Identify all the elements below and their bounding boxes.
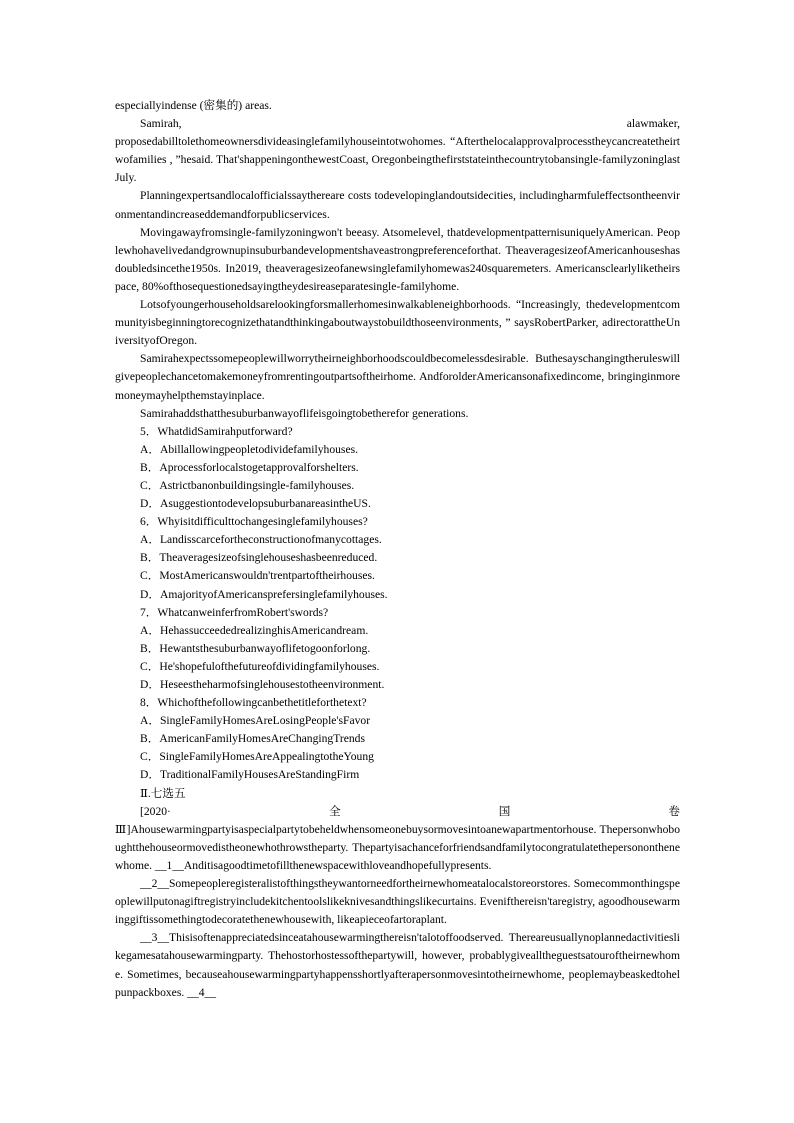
- source-char-1: 全: [329, 804, 341, 818]
- passage-paragraph-6: Samirahaddsthatthesuburbanwayoflifeisgoingtobetherefor generations.: [140, 406, 469, 420]
- question-option: D．AsuggestiontodevelopsuburbanareasintheUS.: [140, 497, 371, 511]
- question-stem: 8．Whichofthefollowingcanbethetitleforthetext?: [140, 696, 367, 710]
- question-option: B．Hewantsthesuburbanwayoflifetogoonforlong.: [140, 641, 371, 655]
- passage-paragraph-4: Lotsofyoungerhouseholdsarelookingforsmallerhomesinwalkableneighborhoods. “Increasingly, thedevelopmentcommunityisbeginningtorecognizethatandthinkingaboutwaystobuildthoseenvironments, ” saysRobertParker, adirectorattheUniversityofOregon.: [115, 298, 680, 348]
- question-option: D．TraditionalFamilyHousesAreStandingFirm: [140, 768, 360, 782]
- question-option: A．HehassucceededrealizinghisAmericandream.: [140, 623, 369, 637]
- speaker-role: alawmaker,: [626, 117, 680, 131]
- source-year: [2020·: [140, 804, 171, 818]
- passage-paragraph-1-line-1: [115, 115, 680, 133]
- speaker-name: Samirah,: [140, 117, 182, 131]
- question-option: C．Astrictbanonbuildingsingle-familyhouses.: [140, 478, 355, 492]
- source-char-2: 国: [498, 804, 511, 818]
- section-source-line: [115, 803, 680, 821]
- question-6: [115, 513, 680, 603]
- passage-paragraph-0: especiallyindense (密集的) areas.: [115, 99, 272, 112]
- passage-paragraph-2: Planningexpertsandlocalofficialssaythereare costs todevelopinglandoutsidecities, includingharmfuleffectsontheenvironmentandincreaseddemandforpublicservices.: [115, 189, 680, 221]
- source-char-3: 卷: [668, 804, 680, 818]
- section-heading: Ⅱ.七选五: [140, 786, 186, 800]
- question-option: A．Landisscarcefortheconstructionofmanycottages.: [140, 533, 382, 547]
- question-option: D．AmajorityofAmericansprefersinglefamilyhouses.: [140, 587, 388, 601]
- question-option: B．AmericanFamilyHomesAreChangingTrends: [140, 732, 365, 746]
- question-option: C．He'shopefulofthefutureofdividingfamilyhouses.: [140, 659, 380, 673]
- cloze-paragraph-1: Ⅲ]Ahousewarmingpartyisaspecialpartytobeheldwhensomeonebuysormovesintoanewapartmentorhouse. Thepersonwhoboughtthehouseormovedistheonewhothrowstheparty. Thepartyisachanceforfriendsandfamilytocongratulatethepersononthenewhome. __1__Anditisagoodtimetofillthenewspacewithloveandhopefullypresents.: [115, 822, 680, 872]
- question-stem: 7．WhatcanweinferfromRobert'swords?: [140, 605, 329, 619]
- question-option: A．SingleFamilyHomesAreLosingPeople'sFavor: [140, 714, 371, 728]
- passage-paragraph-5: Samirahexpectssomepeoplewillworrytheirneighborhoodscouldbecomelessdesirable. Buthesayschangingtheruleswillgivepeoplechancetomakemoneyfromrentingoutpartsoftheirhome. AndforolderAmericansonafixedincome, bringinginmoremoneymayhelpthemstayinplace.: [115, 352, 680, 402]
- question-5: [115, 423, 680, 513]
- passage-paragraph-3: Movingawayfromsingle-familyzoningwon't beeasy. Atsomelevel, thatdevelopmentpatternisuniquelyAmerican. Peoplewhohavelivedandgrownupinsuburbandevelopmentshaveastrongpreferenceforthat. TheaveragesizeofAmericanhouseshasdoubledsincethe1950s. In2019, theaveragesizeofanewsinglefamilyhomewas240squaremeters. Americansclearlyliketheirspace, 80%ofthosequestionedsayingtheydesireaseparatesingle-familyhome.: [115, 225, 680, 293]
- question-option: B．Theaveragesizeofsinglehouseshasbeenreduced.: [140, 551, 378, 565]
- question-option: B．Aprocessforlocalstogetapprovalforshelters.: [140, 460, 359, 474]
- question-option: D．Heseestheharmofsinglehousestotheenvironment.: [140, 678, 385, 691]
- passage-paragraph-1: proposedabilltolethomeownersdivideasinglefamilyhouseintotwohomes. “Afterthelocalapprovalprocesstheycancreatetheirtwofamilies , ”hesaid. That'shappeningonthewestCoast, Oregonbeingthefirststateinthecountrytobansingle-familyzoninglastJuly.: [115, 135, 680, 185]
- question-option: A．Abillallowingpeopletodividefamilyhouses.: [140, 442, 358, 456]
- document-body: [115, 97, 680, 1002]
- cloze-paragraph-3: __3__Thisisoftenappreciatedsinceatahousewarmingthereisn'talotoffoodserved. Thereareusuallynoplannedactivitieslikegamesatahousewarmingparty. Thehostorhostessofthepartywill, however, probablygivealltheguestsatouroftheirnewhome. Sometimes, becauseahousewarmingpartyhappensshortlyafterapersonmovesintotheirnewhome, peoplemaybeaskedtohelpunpackboxes. __4__: [115, 931, 680, 999]
- question-option: C．MostAmericanswouldn'trentpartoftheirhouses.: [140, 569, 375, 583]
- question-8: [115, 694, 680, 784]
- question-option: C．SingleFamilyHomesAreAppealingtotheYoung: [140, 750, 374, 764]
- question-stem: 6．Whyisitdifficulttochangesinglefamilyhouses?: [140, 515, 368, 529]
- question-7: [115, 604, 680, 694]
- cloze-paragraph-2: __2__Somepeopleregisteralistofthingstheywantorneedfortheirnewhomeatalocalstoreorstores. Somecommonthingspeoplewillputonagiftregistryincludekitchentoolslikeknivesandthingslikecurtains. Evenifthereisn'taregistry, agoodhousewarminggiftissomethingtodecoratethenewhousewith, likeapieceofartoraplant.: [115, 877, 680, 927]
- question-stem: 5．WhatdidSamirahputforward?: [140, 424, 293, 438]
